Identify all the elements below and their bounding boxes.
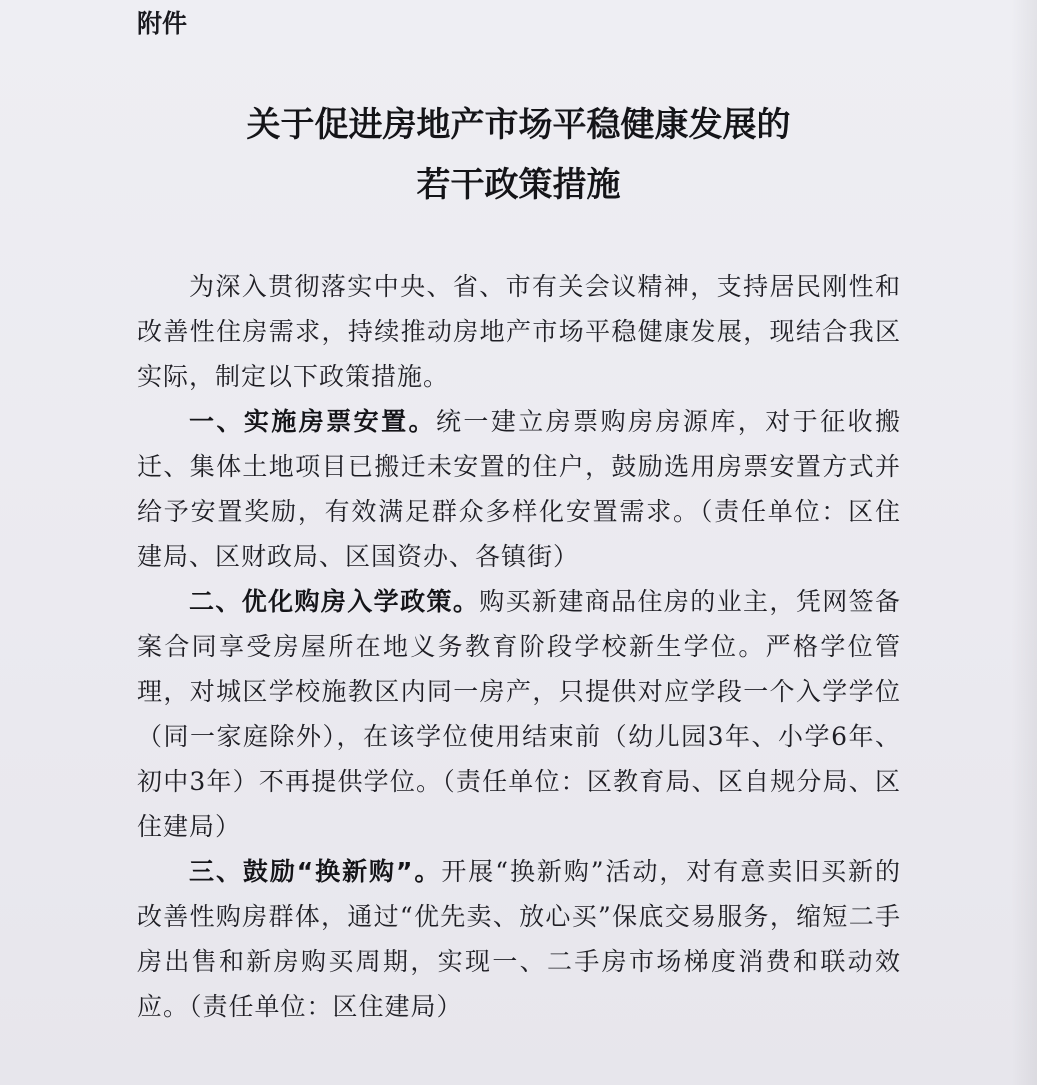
section-paragraph-1: [137, 399, 901, 579]
section-body-1: 统一建立房票购房房源库，对于征收搬迁、集体土地项目已搬迁未安置的住户，鼓励选用房票安置方式并给予安置奖励，有效满足群众多样化安置需求。（责任单位：区住建局、区财政局、区国资办、各镇街）: [137, 407, 901, 571]
intro-paragraph: 为深入贯彻落实中央、省、市有关会议精神，支持居民刚性和改善性住房需求，持续推动房地产市场平稳健康发展，现结合我区实际，制定以下政策措施。: [137, 272, 901, 391]
section-heading-1: 一、实施房票安置。: [189, 407, 436, 436]
section-heading-3: 三、鼓励“换新购”。: [189, 857, 442, 886]
section-body-3: 开展“换新购”活动，对有意卖旧买新的改善性购房群体，通过“优先卖、放心买”保底交易服务，缩短二手房出售和新房购买周期，实现一、二手房市场梯度消费和联动效应。（责任单位：区住建局）: [137, 857, 901, 1021]
attachment-label: 附件: [137, 9, 188, 38]
section-body-2: 购买新建商品住房的业主，凭网签备案合同享受房屋所在地义务教育阶段学校新生学位。严格学位管理，对城区学校施教区内同一房产，只提供对应学段一个入学学位（同一家庭除外），在该学位使用结束前（幼儿园3年、小学6年、初中3年）不再提供学位。（责任单位：区教育局、区自规分局、区住建局）: [137, 587, 901, 841]
section-heading-2: 二、优化购房入学政策。: [189, 587, 480, 616]
document-body: [137, 264, 901, 1029]
title-line-2: 若干政策措施: [416, 165, 621, 205]
section-paragraph-2: [137, 579, 901, 849]
title-line-1: 关于促进房地产市场平稳健康发展的: [246, 105, 791, 145]
section-paragraph-3: [137, 849, 901, 1029]
